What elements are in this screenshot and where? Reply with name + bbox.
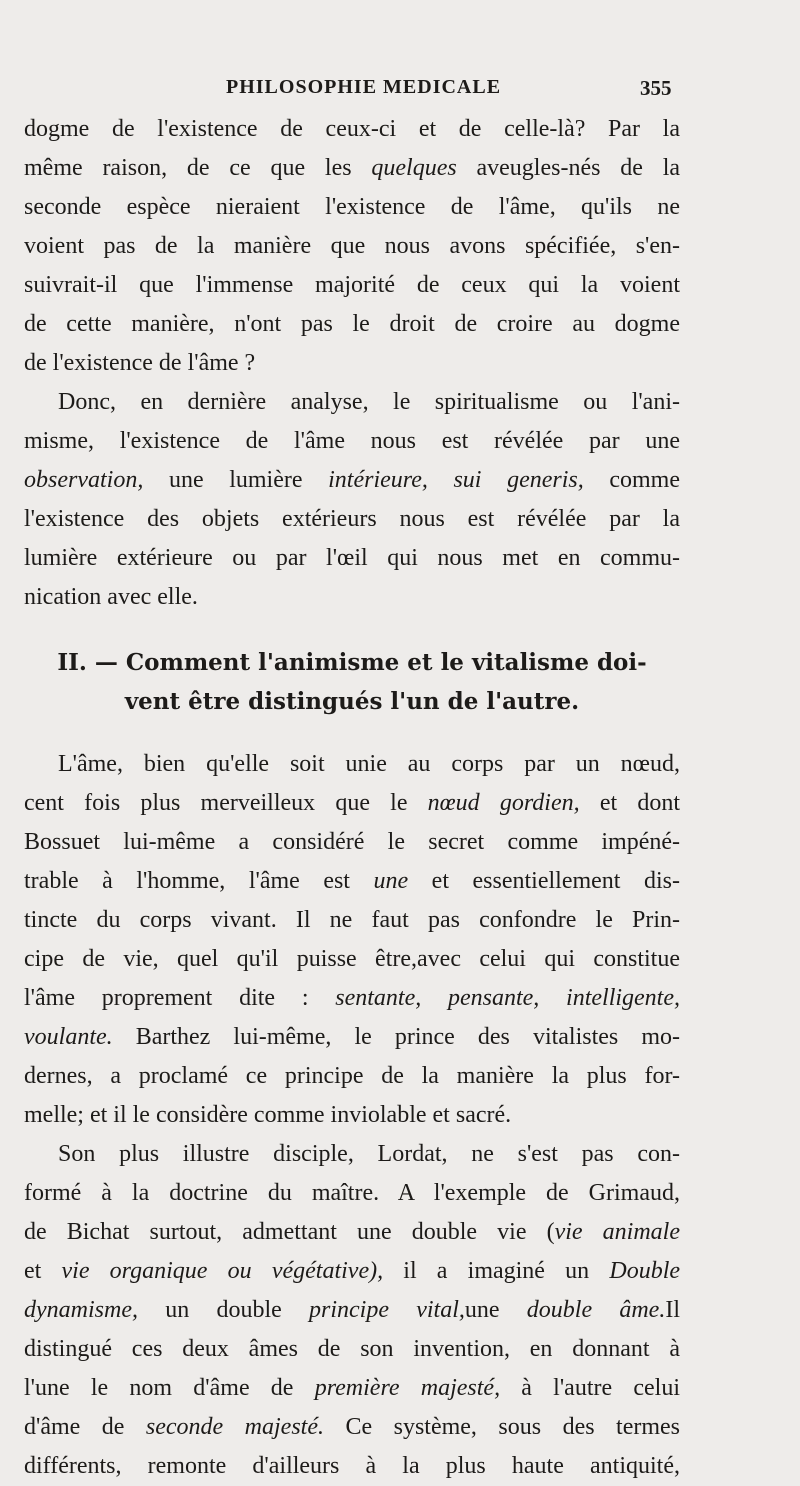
text-run: même raison, de ce que les — [24, 155, 372, 181]
text-line — [24, 1369, 680, 1408]
italic-text: observation, — [24, 467, 144, 493]
text-run: l'une le nom d'âme de — [24, 1375, 315, 1401]
text-run: Il — [665, 1297, 680, 1323]
text-line — [24, 149, 680, 188]
text-run: l'âme proprement dite : — [24, 985, 336, 1011]
text-run: suivrait-il que l'immense majorité de ceux qui la voient — [24, 272, 680, 298]
italic-text: principe vital, — [309, 1297, 465, 1323]
text-line — [24, 422, 680, 461]
text-run: misme, l'existence de l'âme nous est révélée par une — [24, 428, 680, 454]
text-line — [24, 1252, 680, 1291]
text-run: II. — Comment l'animisme et le vitalisme doi- — [57, 649, 647, 676]
text-line — [24, 1018, 680, 1057]
text-line — [24, 266, 680, 305]
text-line — [24, 461, 680, 500]
italic-text: vie organique ou végétative), — [61, 1258, 384, 1284]
text-line — [24, 383, 680, 422]
text-run: et — [24, 1258, 62, 1284]
page-number: 355 — [640, 76, 672, 100]
text-line — [24, 745, 680, 784]
text-line — [24, 344, 680, 383]
text-line — [24, 227, 680, 266]
text-run: une — [464, 1297, 527, 1323]
text-run: Barthez lui-même, le prince des vitalistes mo- — [112, 1024, 680, 1050]
text-run: seconde espèce nieraient l'existence de l'âme, qu'ils ne — [24, 194, 680, 220]
text-run: Son plus illustre disciple, Lordat, ne s'est pas con- — [58, 1141, 680, 1167]
text-run: de l'existence de l'âme ? — [24, 350, 256, 376]
text-run: Ce système, sous des termes — [324, 1414, 681, 1440]
text-run: tincte du corps vivant. Il ne faut pas confondre le Prin- — [24, 907, 680, 933]
text-run: vent être distingués l'un de l'autre. — [124, 688, 580, 715]
text-line — [24, 979, 680, 1018]
text-run: et essentiellement dis- — [408, 868, 680, 894]
text-run: formé à la doctrine du maître. A l'exemple de Grimaud, — [24, 1180, 680, 1206]
text-line — [24, 305, 680, 344]
text-run: cipe de vie, quel qu'il puisse être,avec celui qui constitue — [24, 946, 680, 972]
text-run: cent fois plus merveilleux que le — [24, 790, 428, 816]
text-line — [24, 1213, 680, 1252]
page-header — [0, 76, 800, 106]
italic-text: sentante, pensante, intelligente, — [335, 985, 681, 1011]
text-line — [24, 1135, 680, 1174]
text-run: un double — [137, 1297, 310, 1323]
italic-text: voulante. — [24, 1024, 113, 1050]
text-line — [24, 1447, 680, 1486]
text-run: aveugles-nés de la — [456, 155, 681, 181]
text-line — [24, 578, 680, 617]
text-line — [24, 862, 680, 901]
text-run: dernes, a proclamé ce principe de la manière la plus for- — [24, 1063, 680, 1089]
text-line — [24, 940, 680, 979]
text-run: différents, remonte d'ailleurs à la plus haute antiquité, — [24, 1453, 680, 1479]
text-line — [24, 823, 680, 862]
text-run: dogme de l'existence de ceux-ci et de celle-là? Par la — [24, 116, 680, 142]
text-line — [24, 1330, 680, 1369]
italic-text: première majesté, — [314, 1375, 501, 1401]
running-title: PHILOSOPHIE MEDICALE — [226, 76, 502, 98]
text-run: d'âme de — [24, 1414, 146, 1440]
text-run: il a imaginé un — [383, 1258, 610, 1284]
text-run: et dont — [579, 790, 680, 816]
body-text — [24, 110, 680, 1486]
italic-text: vie animale — [554, 1219, 680, 1245]
text-run: L'âme, bien qu'elle soit unie au corps par un nœud, — [58, 751, 680, 777]
text-run: une lumière — [143, 467, 329, 493]
text-run: Bossuet lui-même a considéré le secret comme impéné- — [24, 829, 680, 855]
text-line — [24, 901, 680, 940]
italic-text: nœud gordien, — [427, 790, 580, 816]
text-run: Donc, en dernière analyse, le spiritualisme ou l'ani- — [58, 389, 680, 415]
text-run: voient pas de la manière que nous avons spécifiée, s'en- — [24, 233, 680, 259]
text-run: distingué ces deux âmes de son invention, en donnant à — [24, 1336, 680, 1362]
italic-text: seconde majesté. — [145, 1414, 324, 1440]
text-line — [24, 500, 680, 539]
text-line — [24, 1057, 680, 1096]
italic-text: intérieure, sui generis, — [328, 467, 584, 493]
text-line — [24, 784, 680, 823]
italic-text: une — [373, 868, 409, 894]
text-line — [24, 1174, 680, 1213]
italic-text: dynamisme, — [24, 1297, 138, 1323]
text-line — [24, 188, 680, 227]
section-heading-line — [24, 643, 680, 682]
text-run: lumière extérieure ou par l'œil qui nous met en commu- — [24, 545, 680, 571]
text-line — [24, 1096, 680, 1135]
text-line — [24, 1291, 680, 1330]
text-run: de Bichat surtout, admettant une double vie ( — [24, 1219, 555, 1245]
text-line — [24, 539, 680, 578]
text-line — [24, 110, 680, 149]
text-run: l'existence des objets extérieurs nous est révélée par la — [24, 506, 680, 532]
section-heading-line — [24, 682, 680, 721]
text-run: melle; et il le considère comme inviolable et sacré. — [24, 1102, 512, 1128]
text-run: trable à l'homme, l'âme est — [24, 868, 374, 894]
text-run: comme — [583, 467, 680, 493]
text-run: nication avec elle. — [24, 584, 198, 610]
italic-text: quelques — [371, 155, 457, 181]
text-run: à l'autre celui — [500, 1375, 680, 1401]
italic-text: Double — [609, 1258, 681, 1284]
italic-text: double âme. — [526, 1297, 666, 1323]
text-line — [24, 1408, 680, 1447]
text-run: de cette manière, n'ont pas le droit de croire au dogme — [24, 311, 680, 337]
